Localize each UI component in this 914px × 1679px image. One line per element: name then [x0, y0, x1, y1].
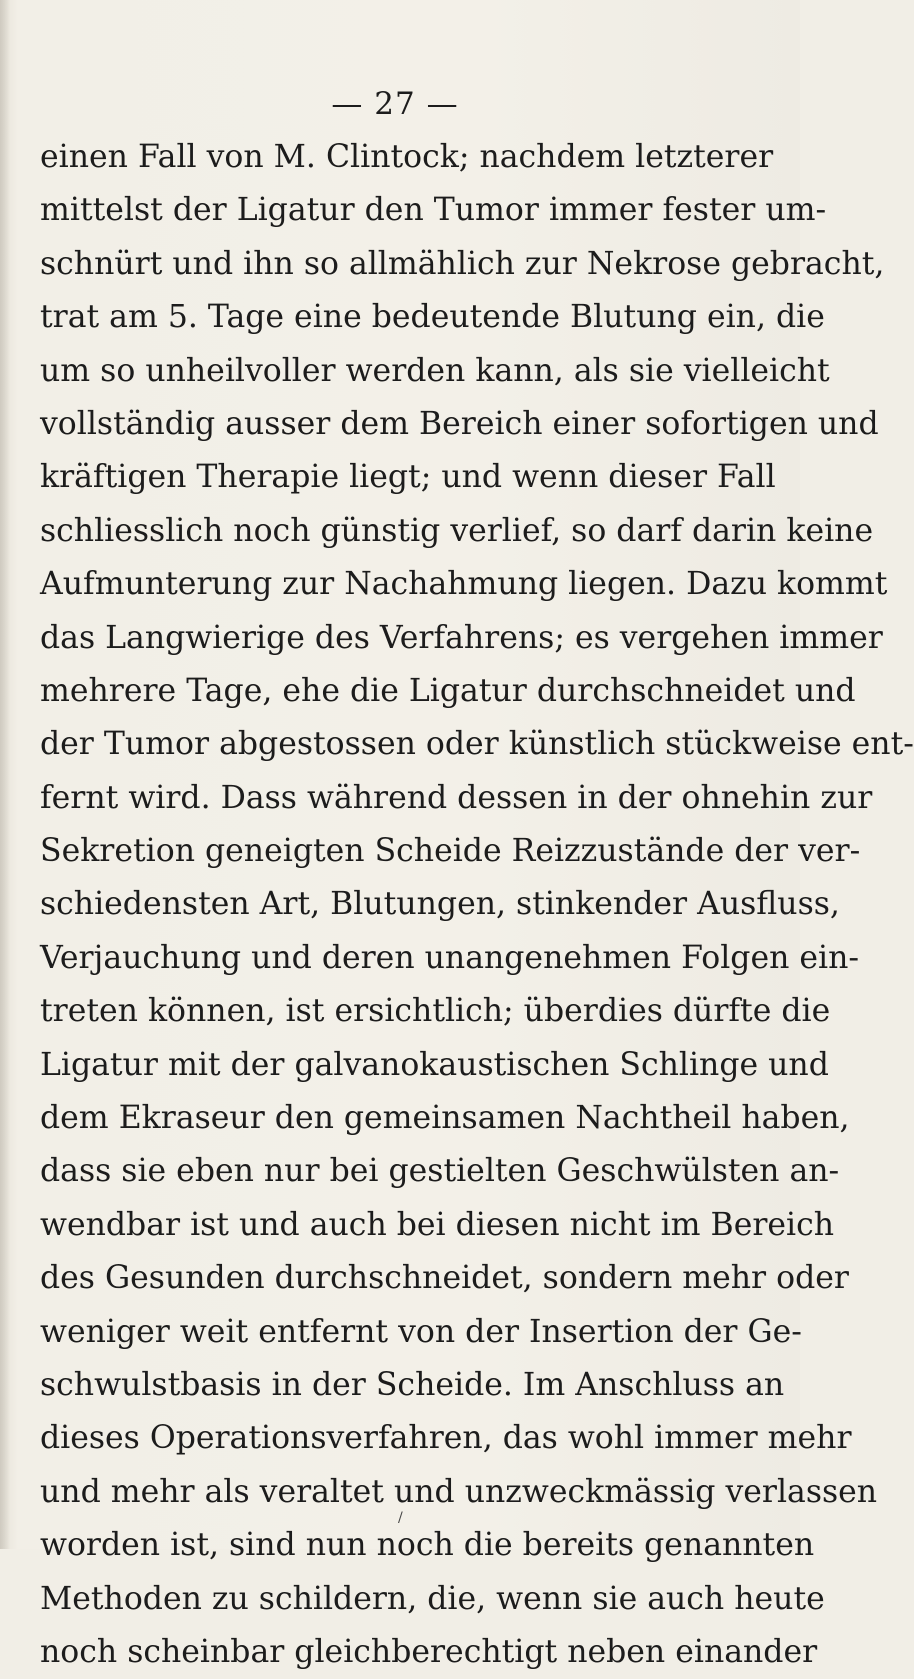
text-line: einen Fall von M. Clintock; nachdem letzterer	[40, 139, 774, 175]
page-number: — 27 —	[331, 86, 459, 122]
text-line: noch scheinbar gleichberechtigt neben einander	[40, 1633, 818, 1670]
text-line: und mehr als veraltet und unzweckmässig verlassen	[40, 1473, 878, 1510]
text-line: Ligatur mit der galvanokaustischen Schlinge und	[40, 1046, 829, 1083]
body-text	[40, 131, 914, 1679]
text-line: treten können, ist ersichtlich; überdies dürfte die	[40, 993, 831, 1030]
text-line: dieses Operationsverfahren, das wohl immer mehr	[40, 1420, 852, 1457]
text-line: worden ist, sind nun noch die bereits genannten	[40, 1527, 815, 1564]
text-line: Verjauchung und deren unangenehmen Folgen ein-	[40, 939, 860, 976]
text-line: dass sie eben nur bei gestielten Geschwülsten an-	[40, 1153, 840, 1190]
text-line: trat am 5. Tage eine bedeutende Blutung ein, die	[40, 299, 825, 336]
footer-mark: /	[398, 1510, 403, 1526]
text-line: des Gesunden durchschneidet, sondern mehr oder	[40, 1260, 849, 1297]
text-line: schiedensten Art, Blutungen, stinkender Ausfluss,	[40, 886, 840, 923]
text-line: kräftigen Therapie liegt; und wenn dieser Fall	[40, 459, 776, 496]
text-line: schliesslich noch günstig verlief, so darf darin keine	[40, 512, 874, 549]
text-line: Sekretion geneigten Scheide Reizzustände der ver-	[40, 833, 861, 870]
text-line: um so unheilvoller werden kann, als sie vielleicht	[40, 352, 830, 389]
text-line: mittelst der Ligatur den Tumor immer fester um-	[40, 192, 827, 229]
text-line: mehrere Tage, ehe die Ligatur durchschneidet und	[40, 672, 856, 709]
text-line: schnürt und ihn so allmählich zur Nekrose gebracht,	[40, 245, 885, 282]
text-line: dem Ekraseur den gemeinsamen Nachtheil haben,	[40, 1100, 850, 1137]
text-line: der Tumor abgestossen oder künstlich stückweise ent-	[40, 726, 914, 763]
text-line: fernt wird. Dass während dessen in der ohnehin zur	[40, 779, 873, 816]
text-line: wendbar ist und auch bei diesen nicht im Bereich	[40, 1206, 835, 1243]
text-line: schwulstbasis in der Scheide. Im Anschluss an	[40, 1366, 785, 1403]
text-line: vollständig ausser dem Bereich einer sofortigen und	[40, 405, 879, 442]
spine-shadow	[0, 0, 10, 1549]
text-line: Aufmunterung zur Nachahmung liegen. Dazu kommt	[40, 566, 888, 603]
text-line: Methoden zu schildern, die, wenn sie auch heute	[40, 1580, 825, 1617]
text-line: weniger weit entfernt von der Insertion der Ge-	[40, 1313, 802, 1350]
text-line: das Langwierige des Verfahrens; es vergehen immer	[40, 619, 883, 656]
